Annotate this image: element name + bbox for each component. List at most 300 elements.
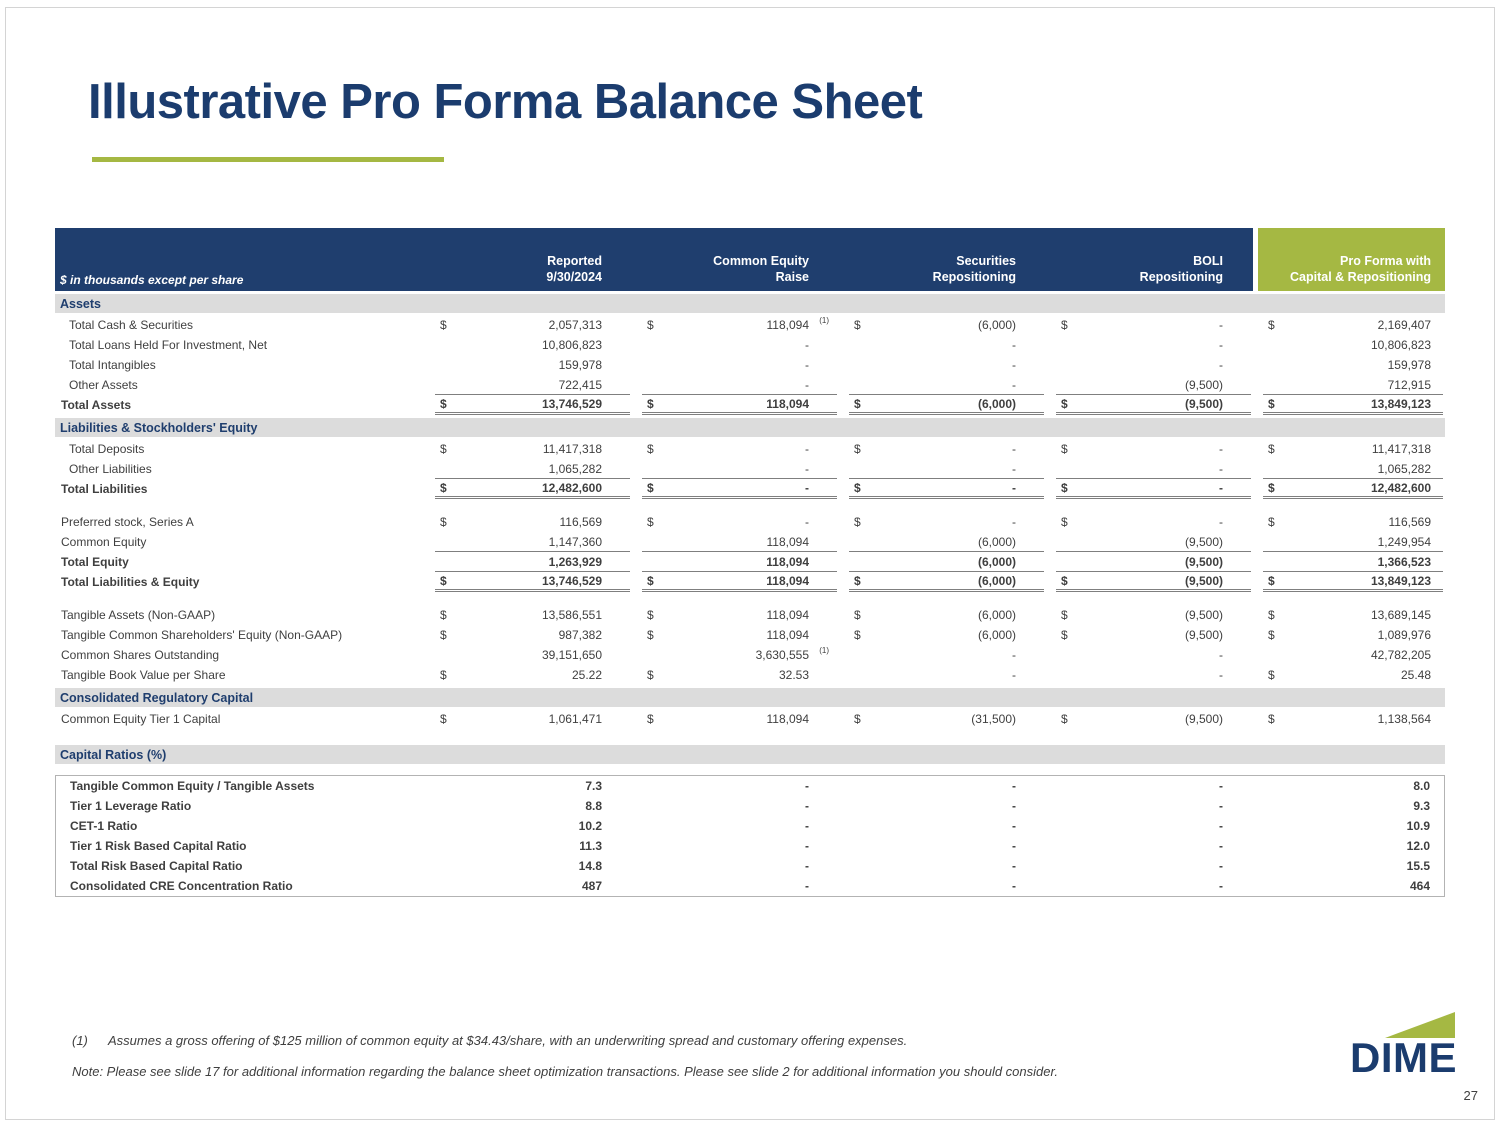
data-row xyxy=(55,439,1445,459)
cell-value: 32.53 xyxy=(778,668,809,682)
row-label: Common Equity Tier 1 Capital xyxy=(61,712,221,726)
cell-value: (6,000) xyxy=(977,318,1016,332)
cell-group xyxy=(839,836,1046,856)
cell-group xyxy=(632,552,839,572)
currency-symbol: $ xyxy=(854,318,861,332)
data-row xyxy=(55,395,1445,415)
cell-value: - xyxy=(1219,799,1223,813)
cell-group xyxy=(425,645,632,665)
column-header-line2: 9/30/2024 xyxy=(546,269,602,284)
cell-value: 118,094 xyxy=(766,712,809,726)
cell-value: - xyxy=(1012,839,1016,853)
column-header xyxy=(632,228,839,291)
cell-value: 39,151,650 xyxy=(541,648,602,662)
cell-value: 10.9 xyxy=(1406,819,1430,833)
cell-value: 13,849,123 xyxy=(1370,396,1431,411)
cell-value: 15.5 xyxy=(1406,859,1430,873)
cell-group xyxy=(839,355,1046,375)
currency-symbol: $ xyxy=(1061,628,1068,642)
currency-symbol: $ xyxy=(1061,396,1068,411)
cell xyxy=(435,645,630,665)
cell xyxy=(1263,552,1443,572)
currency-symbol: $ xyxy=(440,480,447,495)
cell-value: 1,263,929 xyxy=(548,554,602,569)
cell xyxy=(849,552,1044,572)
cell-group xyxy=(1046,775,1253,796)
currency-symbol: $ xyxy=(854,712,861,726)
cell-value: (6,000) xyxy=(977,534,1016,549)
cell xyxy=(1263,605,1443,625)
units-label: $ in thousands except per share xyxy=(60,273,244,287)
row-label: Total Equity xyxy=(61,555,129,569)
cell-value: - xyxy=(1219,839,1223,853)
cell-group xyxy=(839,709,1046,729)
cell-group xyxy=(1046,796,1253,816)
cell xyxy=(435,836,630,856)
currency-symbol: $ xyxy=(854,396,861,411)
currency-symbol: $ xyxy=(1061,712,1068,726)
cell-group xyxy=(839,315,1046,335)
cell-group xyxy=(632,709,839,729)
cell-group xyxy=(839,532,1046,552)
cell-value: - xyxy=(1219,879,1223,893)
spacer-row xyxy=(55,592,1445,605)
column-header-line1: Reported xyxy=(547,253,602,268)
cell-group xyxy=(1253,816,1445,836)
row-label: Total Cash & Securities xyxy=(69,318,194,332)
cell xyxy=(849,776,1044,796)
cell-group xyxy=(839,876,1046,897)
dime-logo xyxy=(1333,1012,1457,1088)
cell xyxy=(1263,479,1443,499)
data-row xyxy=(55,375,1445,395)
cell-group xyxy=(632,479,839,499)
column-header xyxy=(425,228,632,291)
cell-value: 159,978 xyxy=(558,358,602,372)
cell xyxy=(1263,645,1443,665)
cell-group xyxy=(1046,645,1253,665)
cell-group xyxy=(1046,816,1253,836)
cell-value: 1,089,976 xyxy=(1377,628,1431,642)
column-header-line2: Raise xyxy=(775,269,809,284)
cell xyxy=(849,335,1044,355)
cell-group xyxy=(425,605,632,625)
currency-symbol: $ xyxy=(647,318,654,332)
cell xyxy=(642,552,837,572)
cell-value: 9.3 xyxy=(1413,799,1430,813)
currency-symbol: $ xyxy=(854,573,861,588)
cell xyxy=(642,796,837,816)
cell-value: (6,000) xyxy=(977,608,1016,622)
cell-value: 159,978 xyxy=(1387,358,1431,372)
cell xyxy=(1263,856,1442,876)
cell xyxy=(642,645,837,665)
cell xyxy=(642,572,837,592)
logo-wordmark: DIME xyxy=(1350,1034,1457,1081)
currency-symbol: $ xyxy=(854,480,861,495)
cell-group xyxy=(1253,315,1445,335)
cell-group xyxy=(425,876,632,897)
cell-value: - xyxy=(1012,779,1016,793)
currency-symbol: $ xyxy=(647,480,654,495)
cell xyxy=(1056,796,1251,816)
cell-group xyxy=(1046,552,1253,572)
currency-symbol: $ xyxy=(647,712,654,726)
cell xyxy=(642,375,837,395)
cell-group xyxy=(632,775,839,796)
cell xyxy=(1056,645,1251,665)
cell xyxy=(642,605,837,625)
cell-group xyxy=(425,665,632,685)
row-label: Common Equity xyxy=(61,535,147,549)
cell xyxy=(849,816,1044,836)
cell xyxy=(642,459,837,479)
cell-group xyxy=(1253,459,1445,479)
data-row xyxy=(55,665,1445,685)
section-row xyxy=(55,742,1445,766)
cell xyxy=(1263,836,1442,856)
cell-group xyxy=(1046,479,1253,499)
cell-value: 10,806,823 xyxy=(1370,338,1431,352)
cell-value: - xyxy=(1012,648,1016,662)
cell-value: - xyxy=(805,819,809,833)
cell xyxy=(1263,532,1443,552)
cell xyxy=(435,856,630,876)
cell-group xyxy=(1046,512,1253,532)
currency-symbol: $ xyxy=(440,668,447,682)
cell xyxy=(435,355,630,375)
cell-value: - xyxy=(805,799,809,813)
cell-value: 118,094 xyxy=(766,534,809,549)
cell-value: 1,138,564 xyxy=(1377,712,1431,726)
cell-value: 1,065,282 xyxy=(548,461,602,476)
cell-group xyxy=(425,856,632,876)
row-label: Tangible Common Equity / Tangible Assets xyxy=(55,775,425,796)
cell xyxy=(435,776,630,796)
cell-value: (9,500) xyxy=(1184,608,1223,622)
cell-group xyxy=(425,775,632,796)
cell-group xyxy=(1046,355,1253,375)
cell xyxy=(849,479,1044,499)
currency-symbol: $ xyxy=(1268,480,1275,495)
cell-group xyxy=(839,479,1046,499)
cell-group xyxy=(632,876,839,897)
cell-value: 11,417,318 xyxy=(1371,442,1431,456)
cell-value: (9,500) xyxy=(1184,396,1223,411)
cell xyxy=(435,439,630,459)
column-header-line2: Capital & Repositioning xyxy=(1290,269,1431,284)
cell xyxy=(642,355,837,375)
cell xyxy=(849,625,1044,645)
cell xyxy=(1263,572,1443,592)
cell xyxy=(1056,836,1251,856)
cell-group xyxy=(425,796,632,816)
cell xyxy=(1263,459,1443,479)
cell-value: - xyxy=(1012,358,1016,372)
column-header-row xyxy=(55,228,1445,291)
cell xyxy=(1263,776,1442,796)
cell xyxy=(1056,355,1251,375)
cell xyxy=(1056,709,1251,729)
cell xyxy=(1263,709,1443,729)
cell-group xyxy=(632,512,839,532)
cell-value: 712,915 xyxy=(1387,377,1431,392)
cell-value: 1,147,360 xyxy=(548,534,602,549)
row-label: Consolidated CRE Concentration Ratio xyxy=(55,876,425,897)
cell-value: - xyxy=(805,338,809,352)
cell-group xyxy=(1253,375,1445,395)
cell-group xyxy=(632,816,839,836)
cell xyxy=(849,665,1044,685)
cell-group xyxy=(1046,375,1253,395)
currency-symbol: $ xyxy=(647,442,654,456)
cell-group xyxy=(425,532,632,552)
cell-group xyxy=(1253,552,1445,572)
cell xyxy=(849,459,1044,479)
column-header-line1: Securities xyxy=(956,253,1016,268)
balance-sheet-table xyxy=(55,228,1445,897)
cell-group xyxy=(425,479,632,499)
cell-group xyxy=(425,375,632,395)
cell-group xyxy=(1046,315,1253,335)
cell-value: - xyxy=(1219,779,1223,793)
cell xyxy=(435,375,630,395)
cell xyxy=(435,816,630,836)
cell xyxy=(1056,876,1251,896)
cell-group xyxy=(1253,532,1445,552)
cell xyxy=(435,335,630,355)
cell-group xyxy=(839,552,1046,572)
currency-symbol: $ xyxy=(647,515,654,529)
cell-value: - xyxy=(1219,859,1223,873)
currency-symbol: $ xyxy=(1268,712,1275,726)
cell-group xyxy=(632,532,839,552)
cell-value: (9,500) xyxy=(1184,712,1223,726)
data-row xyxy=(55,625,1445,645)
section-row xyxy=(55,291,1445,315)
title-accent-rule xyxy=(92,157,444,162)
cell-group xyxy=(1253,856,1445,876)
cell-value: (9,500) xyxy=(1184,377,1223,392)
cell xyxy=(1263,665,1443,685)
currency-symbol: $ xyxy=(440,515,447,529)
cell xyxy=(1056,776,1251,796)
spacer-row xyxy=(55,729,1445,742)
cell-value: 116,569 xyxy=(1388,515,1431,529)
section-row xyxy=(55,415,1445,439)
cell-group xyxy=(632,439,839,459)
cell-group xyxy=(1046,572,1253,592)
cell-group xyxy=(1253,665,1445,685)
cell-value: 13,849,123 xyxy=(1370,573,1431,588)
section-row xyxy=(55,685,1445,709)
cell-group xyxy=(839,439,1046,459)
cell xyxy=(435,665,630,685)
currency-symbol: $ xyxy=(440,442,447,456)
cell-value: 118,094 xyxy=(766,554,809,569)
cell-group xyxy=(1253,572,1445,592)
cell-value: - xyxy=(805,839,809,853)
cell-group xyxy=(839,459,1046,479)
currency-symbol: $ xyxy=(854,608,861,622)
currency-symbol: $ xyxy=(1268,628,1275,642)
cell-value: - xyxy=(1012,879,1016,893)
cell xyxy=(642,479,837,499)
row-label: Tier 1 Leverage Ratio xyxy=(55,796,425,816)
cell-group xyxy=(425,625,632,645)
cell xyxy=(1263,439,1443,459)
data-row xyxy=(55,532,1445,552)
cell-value: 7.3 xyxy=(585,779,602,793)
cell xyxy=(849,605,1044,625)
cell xyxy=(1263,335,1443,355)
cell-value: 118,094 (1) xyxy=(766,316,829,332)
ratio-row xyxy=(55,775,1445,796)
ratio-row xyxy=(55,856,1445,876)
page-number: 27 xyxy=(1463,1088,1478,1103)
cell-value: 722,415 xyxy=(558,377,602,392)
cell-group xyxy=(1253,645,1445,665)
cell-group xyxy=(632,836,839,856)
cell xyxy=(1263,816,1442,836)
footnote-ref: (1) xyxy=(819,316,829,325)
cell-group xyxy=(632,665,839,685)
cell-value: 2,057,313 xyxy=(548,318,602,332)
cell xyxy=(849,856,1044,876)
currency-symbol: $ xyxy=(1061,515,1068,529)
cell xyxy=(849,395,1044,415)
footnote-1 xyxy=(72,1033,907,1048)
note-text: Note: Please see slide 17 for additional information regarding the balance sheet optimization transactions. Please see slide 2 for additional information you should consider. xyxy=(72,1064,1058,1079)
cell xyxy=(642,836,837,856)
cell-group xyxy=(632,645,839,665)
footnote-marker: (1) xyxy=(72,1033,88,1048)
cell-group xyxy=(632,315,839,335)
data-row xyxy=(55,552,1445,572)
cell-value: - xyxy=(1219,442,1223,456)
cell-value: (6,000) xyxy=(977,396,1016,411)
cell xyxy=(642,816,837,836)
cell-group xyxy=(425,315,632,335)
cell xyxy=(435,552,630,572)
spacer-cell xyxy=(55,592,1445,605)
spacer-cell xyxy=(55,499,1445,512)
cell xyxy=(1056,856,1251,876)
cell-group xyxy=(425,709,632,729)
cell-value: - xyxy=(1219,515,1223,529)
currency-symbol: $ xyxy=(1268,608,1275,622)
cell xyxy=(849,709,1044,729)
cell-value: - xyxy=(1219,358,1223,372)
cell xyxy=(642,876,837,896)
row-label: Total Loans Held For Investment, Net xyxy=(69,338,268,352)
section-label: Liabilities & Stockholders' Equity xyxy=(55,415,1445,439)
cell-group xyxy=(425,512,632,532)
cell-group xyxy=(839,335,1046,355)
row-label: Tangible Assets (Non-GAAP) xyxy=(61,608,216,622)
currency-symbol: $ xyxy=(647,668,654,682)
ratio-row xyxy=(55,836,1445,856)
cell xyxy=(435,512,630,532)
cell-value: - xyxy=(805,779,809,793)
cell-group xyxy=(425,335,632,355)
cell-value: - xyxy=(805,515,809,529)
cell-group xyxy=(1046,532,1253,552)
currency-symbol: $ xyxy=(1268,396,1275,411)
cell xyxy=(1263,375,1443,395)
cell-group xyxy=(1046,335,1253,355)
cell-group xyxy=(1046,876,1253,897)
row-label: Total Liabilities & Equity xyxy=(61,575,200,589)
cell-group xyxy=(1253,512,1445,532)
cell-value: - xyxy=(1012,377,1016,392)
cell xyxy=(435,532,630,552)
currency-symbol: $ xyxy=(440,608,447,622)
cell-value: 12,482,600 xyxy=(1370,480,1431,495)
cell-value: - xyxy=(1012,461,1016,476)
data-row xyxy=(55,355,1445,375)
cell xyxy=(642,665,837,685)
cell-group xyxy=(632,395,839,415)
row-label: Total Assets xyxy=(61,398,132,412)
cell xyxy=(849,645,1044,665)
row-label: Total Risk Based Capital Ratio xyxy=(55,856,425,876)
cell-value: (9,500) xyxy=(1184,534,1223,549)
cell-group xyxy=(1253,709,1445,729)
cell-group xyxy=(839,375,1046,395)
cell xyxy=(435,315,630,335)
currency-symbol: $ xyxy=(1268,442,1275,456)
ratio-row xyxy=(55,816,1445,836)
cell-value: 12.0 xyxy=(1406,839,1430,853)
cell-value: 10.2 xyxy=(578,819,602,833)
data-row xyxy=(55,512,1445,532)
cell xyxy=(642,709,837,729)
row-label: Other Assets xyxy=(69,378,138,392)
cell xyxy=(1263,315,1443,335)
cell-value: - xyxy=(805,442,809,456)
cell-value: - xyxy=(1219,480,1223,495)
cell-group xyxy=(425,439,632,459)
cell-value: - xyxy=(1219,338,1223,352)
cell xyxy=(642,776,837,796)
cell xyxy=(435,709,630,729)
cell-group xyxy=(1046,856,1253,876)
cell-value: 11,417,318 xyxy=(542,442,602,456)
balance-sheet-body xyxy=(55,291,1445,897)
column-header xyxy=(839,228,1046,291)
cell-value: - xyxy=(1219,648,1223,662)
currency-symbol: $ xyxy=(440,712,447,726)
ratio-row xyxy=(55,796,1445,816)
cell xyxy=(849,532,1044,552)
cell-value: (9,500) xyxy=(1184,573,1223,588)
row-label: Tangible Book Value per Share xyxy=(61,668,226,682)
row-label: Common Shares Outstanding xyxy=(61,648,220,662)
cell xyxy=(642,395,837,415)
data-row xyxy=(55,605,1445,625)
cell xyxy=(1263,796,1442,816)
cell-value: 25.22 xyxy=(571,668,602,682)
cell-group xyxy=(1046,439,1253,459)
units-header-cell xyxy=(55,228,425,291)
cell-group xyxy=(1253,355,1445,375)
cell xyxy=(1056,479,1251,499)
cell-value: 13,689,145 xyxy=(1370,608,1431,622)
cell xyxy=(849,876,1044,896)
cell xyxy=(1056,315,1251,335)
currency-symbol: $ xyxy=(440,396,447,411)
